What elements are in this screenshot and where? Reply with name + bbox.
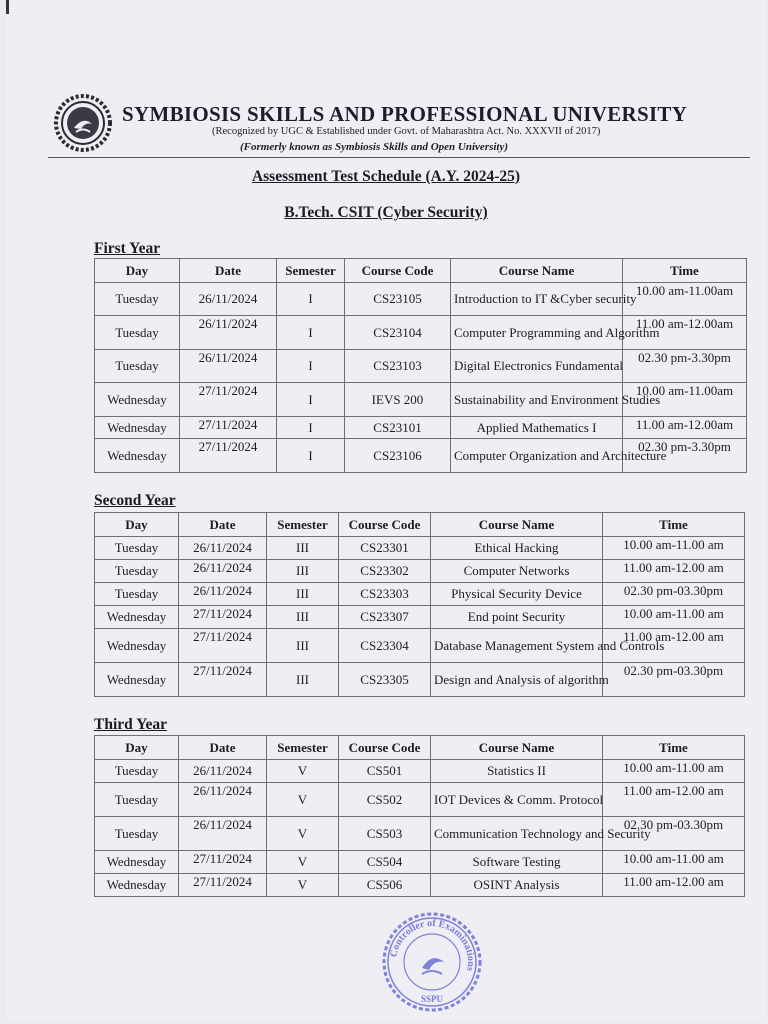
table-row (95, 439, 747, 473)
second-year-heading: Second Year (94, 492, 176, 509)
col-course-code: Course Code (345, 259, 451, 283)
col-day: Day (95, 259, 180, 283)
col-semester: Semester (277, 259, 345, 283)
cell-day: Tuesday (95, 560, 179, 583)
header-divider (48, 157, 750, 158)
table-row (95, 760, 745, 783)
cell-time: 10.00 am-11.00 am (603, 760, 745, 783)
table-row (95, 874, 745, 897)
cell-course-code: CS503 (339, 817, 431, 851)
cell-course-code: CS23304 (339, 629, 431, 663)
cell-course-name: Design and Analysis of algorithm (431, 663, 603, 697)
cell-course-name: OSINT Analysis (431, 874, 603, 897)
cell-course-name: IOT Devices & Comm. Protocol (431, 783, 603, 817)
cell-day: Wednesday (95, 874, 179, 897)
cell-day: Tuesday (95, 283, 180, 316)
col-course-code: Course Code (339, 736, 431, 760)
cell-course-name: Sustainability and Environment Studies (451, 383, 623, 417)
cell-course-code: CS23106 (345, 439, 451, 473)
cell-course-code: CS504 (339, 851, 431, 874)
col-date: Date (180, 259, 277, 283)
cell-date: 26/11/2024 (180, 316, 277, 350)
cell-date: 27/11/2024 (179, 874, 267, 897)
cell-day: Wednesday (95, 629, 179, 663)
cell-semester: III (267, 560, 339, 583)
cell-course-code: CS23302 (339, 560, 431, 583)
col-course-name: Course Name (451, 259, 623, 283)
cell-day: Wednesday (95, 417, 180, 439)
cell-date: 27/11/2024 (179, 629, 267, 663)
cell-date: 26/11/2024 (180, 283, 277, 316)
cell-date: 26/11/2024 (180, 350, 277, 383)
cell-time: 11.00 am-12.00am (623, 417, 747, 439)
table-row (95, 817, 745, 851)
cell-date: 26/11/2024 (179, 583, 267, 606)
controller-of-examinations-stamp (382, 912, 482, 1012)
scan-corner-mark (6, 0, 9, 14)
cell-semester: I (277, 350, 345, 383)
university-name: SYMBIOSIS SKILLS AND PROFESSIONAL UNIVERSITY (122, 102, 688, 126)
cell-course-name: Introduction to IT &Cyber security (451, 283, 623, 316)
recognition-note: (Recognized by UGC & Established under Govt. of Maharashtra Act. No. XXXVII of 2017) (212, 126, 601, 137)
cell-course-name: Ethical Hacking (431, 537, 603, 560)
cell-time: 11.00 am-12.00 am (603, 874, 745, 897)
cell-course-code: CS23301 (339, 537, 431, 560)
cell-course-name: Software Testing (431, 851, 603, 874)
program-title-text: B.Tech. CSIT (Cyber Security) (284, 204, 488, 221)
table-header-row (95, 259, 747, 283)
col-semester: Semester (267, 736, 339, 760)
cell-time: 02.30 pm-3.30pm (623, 439, 747, 473)
cell-semester: V (267, 851, 339, 874)
document-title-text: Assessment Test Schedule (A.Y. 2024-25) (251, 168, 521, 185)
col-course-code: Course Code (339, 513, 431, 537)
cell-semester: III (267, 629, 339, 663)
col-course-name: Course Name (431, 513, 603, 537)
table-row (95, 783, 745, 817)
cell-date: 27/11/2024 (180, 383, 277, 417)
col-time: Time (603, 513, 745, 537)
cell-time: 10.00 am-11.00 am (603, 537, 745, 560)
cell-semester: V (267, 874, 339, 897)
cell-course-name: End point Security (431, 606, 603, 629)
program-title (6, 204, 766, 222)
table-row (95, 283, 747, 316)
table-row (95, 663, 745, 697)
col-date: Date (179, 513, 267, 537)
cell-day: Tuesday (95, 537, 179, 560)
table-row (95, 316, 747, 350)
cell-course-name: Computer Organization and Architecture (451, 439, 623, 473)
university-header (54, 94, 734, 156)
cell-course-name: Computer Networks (431, 560, 603, 583)
cell-course-code: CS23104 (345, 316, 451, 350)
table-row (95, 350, 747, 383)
col-time: Time (603, 736, 745, 760)
cell-course-name: Database Management System and Controls (431, 629, 603, 663)
col-semester: Semester (267, 513, 339, 537)
first-year-table (94, 258, 747, 473)
cell-course-code: CS23105 (345, 283, 451, 316)
cell-time: 11.00 am-12.00 am (603, 629, 745, 663)
table-row (95, 383, 747, 417)
university-logo-icon (54, 94, 112, 152)
cell-semester: V (267, 817, 339, 851)
cell-course-code: CS23307 (339, 606, 431, 629)
cell-date: 26/11/2024 (179, 760, 267, 783)
second-year-table (94, 512, 745, 697)
cell-course-name: Statistics II (431, 760, 603, 783)
cell-date: 27/11/2024 (180, 417, 277, 439)
cell-time: 02.30 pm-03.30pm (603, 663, 745, 697)
cell-day: Tuesday (95, 760, 179, 783)
cell-semester: III (267, 663, 339, 697)
cell-time: 02.30 pm-03.30pm (603, 583, 745, 606)
cell-semester: III (267, 537, 339, 560)
cell-course-code: IEVS 200 (345, 383, 451, 417)
document-title (6, 168, 766, 186)
third-year-table (94, 735, 745, 897)
stamp-text: Controller of Examinations (388, 917, 477, 972)
cell-course-code: CS23103 (345, 350, 451, 383)
cell-date: 27/11/2024 (179, 606, 267, 629)
cell-semester: I (277, 417, 345, 439)
cell-date: 27/11/2024 (180, 439, 277, 473)
cell-course-code: CS501 (339, 760, 431, 783)
cell-time: 11.00 am-12.00 am (603, 560, 745, 583)
cell-course-name: Communication Technology and Security (431, 817, 603, 851)
cell-day: Tuesday (95, 583, 179, 606)
cell-date: 26/11/2024 (179, 537, 267, 560)
col-course-name: Course Name (431, 736, 603, 760)
cell-time: 11.00 am-12.00 am (603, 783, 745, 817)
cell-day: Wednesday (95, 606, 179, 629)
cell-day: Wednesday (95, 663, 179, 697)
cell-course-code: CS502 (339, 783, 431, 817)
cell-time: 10.00 am-11.00 am (603, 606, 745, 629)
cell-day: Wednesday (95, 439, 180, 473)
col-day: Day (95, 513, 179, 537)
cell-course-name: Physical Security Device (431, 583, 603, 606)
cell-day: Wednesday (95, 851, 179, 874)
table-row (95, 560, 745, 583)
table-row (95, 606, 745, 629)
cell-semester: V (267, 783, 339, 817)
table-row (95, 583, 745, 606)
cell-day: Wednesday (95, 383, 180, 417)
cell-day: Tuesday (95, 817, 179, 851)
cell-course-code: CS506 (339, 874, 431, 897)
cell-course-code: CS23101 (345, 417, 451, 439)
cell-course-code: CS23303 (339, 583, 431, 606)
cell-time: 11.00 am-12.00am (623, 316, 747, 350)
cell-date: 26/11/2024 (179, 817, 267, 851)
cell-semester: I (277, 316, 345, 350)
cell-day: Tuesday (95, 783, 179, 817)
cell-course-name: Digital Electronics Fundamental (451, 350, 623, 383)
col-date: Date (179, 736, 267, 760)
cell-semester: III (267, 583, 339, 606)
cell-course-name: Applied Mathematics I (451, 417, 623, 439)
cell-date: 26/11/2024 (179, 560, 267, 583)
cell-day: Tuesday (95, 316, 180, 350)
table-row (95, 537, 745, 560)
cell-semester: III (267, 606, 339, 629)
cell-day: Tuesday (95, 350, 180, 383)
cell-semester: I (277, 283, 345, 316)
cell-time: 02.30 pm-3.30pm (623, 350, 747, 383)
cell-semester: I (277, 383, 345, 417)
third-year-heading: Third Year (94, 716, 168, 733)
cell-course-name: Computer Programming and Algorithm (451, 316, 623, 350)
cell-date: 27/11/2024 (179, 663, 267, 697)
cell-date: 27/11/2024 (179, 851, 267, 874)
table-header-row (95, 736, 745, 760)
table-header-row (95, 513, 745, 537)
cell-time: 02.30 pm-03.30pm (603, 817, 745, 851)
cell-semester: V (267, 760, 339, 783)
cell-time: 10.00 am-11.00am (623, 383, 747, 417)
cell-semester: I (277, 439, 345, 473)
cell-time: 10.00 am-11.00am (623, 283, 747, 316)
former-name-note: (Formerly known as Symbiosis Skills and Open University) (240, 141, 509, 153)
document-page (6, 0, 766, 1022)
cell-course-code: CS23305 (339, 663, 431, 697)
cell-time: 10.00 am-11.00 am (603, 851, 745, 874)
table-row (95, 629, 745, 663)
first-year-heading: First Year (94, 240, 161, 257)
table-row (95, 417, 747, 439)
cell-date: 26/11/2024 (179, 783, 267, 817)
table-row (95, 851, 745, 874)
col-day: Day (95, 736, 179, 760)
stamp-abbr: SSPU (420, 994, 444, 1004)
col-time: Time (623, 259, 747, 283)
